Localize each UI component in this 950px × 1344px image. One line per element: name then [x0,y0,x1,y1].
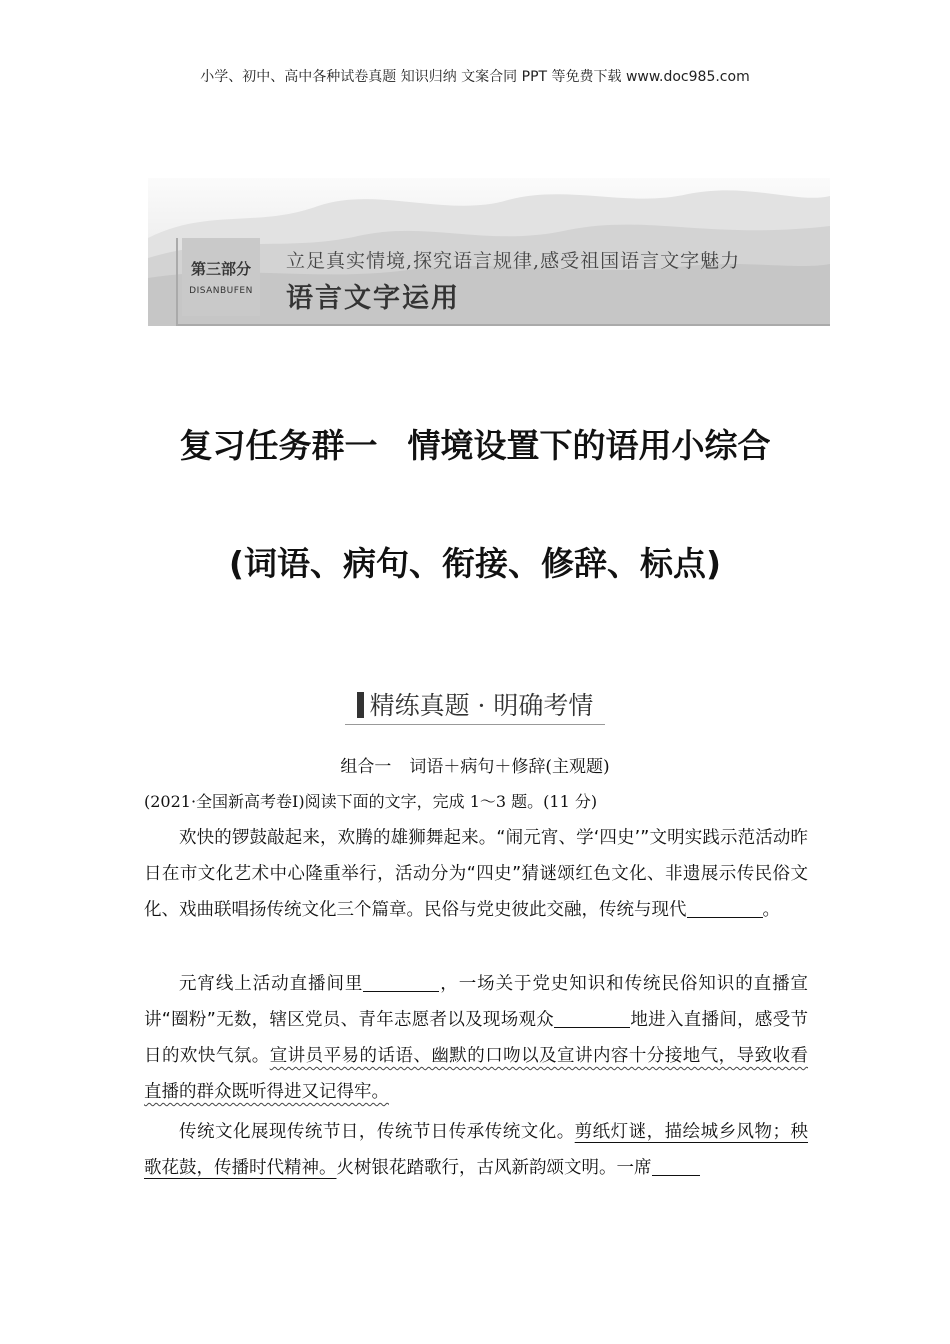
part-label: 第三部分 [190,260,251,278]
heading-underline [345,724,605,725]
page-subtitle: (词语、病句、衔接、修辞、标点) [228,544,722,583]
p3-underlined-sentence: 剪纸灯谜，描绘城乡风物；秧歌花鼓，传播时代精神。 [144,1122,809,1178]
passage-paragraph-2 [144,966,808,1110]
title-topic: 情境设置下的语用小综合 [407,426,771,465]
banner-slogan: 立足真实情境,探究语言规律,感受祖国语言文字魅力 [286,250,741,272]
p1-text: 欢快的锣鼓敲起来，欢腾的雄狮舞起来。“闹元宵、学‘四史’”文明实践示范活动昨日在市文化艺术中心隆重举行，活动分为“四史”猜谜颂红色文化、非遗展示传民俗文化、戏曲联唱扬传统文化三个篇章。民俗与党史彼此交融，传统与现代 [144,828,808,920]
group-title [0,752,950,777]
p2-text-a: 元宵线上活动直播间里 [179,974,364,994]
p2-text-b: ，一场关于党史知识和传统民俗知识的直播宣讲“圈粉”无数，辖区党员、青年志愿者以及现场观众 [144,974,809,1030]
p2-wavy-underlined-sentence: 宣讲员平易的话语、幽默的口吻以及宣讲内容十分接地气，导致收看直播的群众既听得进又记得牢。 [144,1046,809,1102]
p3-text-b: 火树银花踏歌行，古风新韵颂文明。一席 [336,1158,652,1178]
part-banner [148,178,830,326]
title-task-group: 复习任务群一 [179,426,378,465]
site-header: 小学、初中、高中各种试卷真题 知识归纳 文案合同 PPT 等免费下载 www.doc985.com [200,69,750,85]
answer-blank-3[interactable] [554,1010,630,1029]
passage-paragraph-1 [144,820,808,928]
page-title [0,420,950,467]
answer-blank-4[interactable] [652,1158,700,1177]
group-label: 组合一 [340,757,392,777]
heading-bar-icon [357,692,364,718]
group-topic: 词语＋病句＋修辞(主观题) [409,757,610,777]
part-pinyin: DISANBUFEN [189,286,253,296]
p1-end: 。 [762,900,780,920]
banner-title: 语言文字运用 [286,283,460,314]
section-heading [0,686,950,725]
section-heading-text: 精练真题 · 明确考情 [369,691,594,720]
p3-text-a: 传统文化展现传统节日，传统节日传承传统文化。 [179,1122,575,1142]
part-badge [182,238,260,316]
p2-text-c: 地进入直播间，感受节日的欢快气氛。 [144,1010,808,1066]
passage-paragraph-3 [144,1114,808,1186]
answer-blank-2[interactable] [363,974,439,993]
question-instruction: (2021·全国新高考卷Ⅰ)阅读下面的文字，完成 1～3 题。(11 分) [144,792,598,811]
answer-blank-1[interactable] [687,900,763,919]
